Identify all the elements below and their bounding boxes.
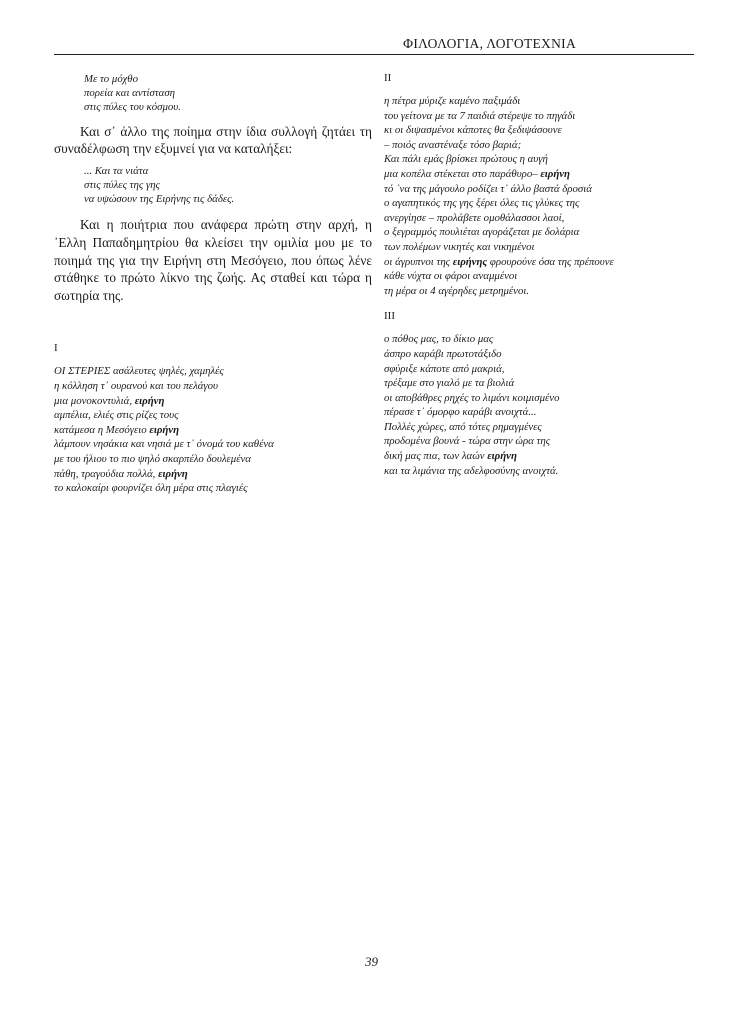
line-text: και τα λιμάνια της αδελφοσύνης ανοιχτά. bbox=[384, 464, 559, 477]
poem-line bbox=[384, 362, 702, 377]
line-text: η κόλληση τ᾽ ουρανού και του πελάγου bbox=[54, 379, 219, 392]
poem-line bbox=[54, 408, 372, 423]
line-text: λάμπουν νησάκια και νησιά με τ᾽ όνομά του καθένα bbox=[54, 438, 274, 451]
emphasis-word: ειρήνη bbox=[134, 394, 165, 407]
line-text: ο αγαπητικός της γης ξέρει όλες τις γλύκες της bbox=[384, 197, 580, 210]
poem-line bbox=[384, 376, 702, 391]
poem-line bbox=[384, 420, 702, 435]
line-text: Πολλές χώρες, από τότες ρημαγμένες bbox=[384, 420, 542, 433]
line-text: μια μονοκοντυλιά, bbox=[54, 394, 135, 407]
emphasis-word: ειρήνη bbox=[149, 423, 180, 436]
line-text: προδομένα βουνά - τώρα στην ώρα της bbox=[384, 435, 551, 448]
left-column bbox=[54, 72, 372, 496]
line-text: ο πόθος μας, το δίκιο μας bbox=[384, 333, 494, 346]
line-text: ανεργίησε – προλάβετε ομοθάλασσοι λαοί, bbox=[384, 211, 565, 224]
header-title: ΦΙΛΟΛΟΓΙΑ, ΛΟΓΟΤΕΧΝΙΑ bbox=[403, 36, 576, 51]
poem-line bbox=[384, 405, 702, 420]
poem-line bbox=[384, 182, 702, 197]
quote-line: στις πύλες της γης bbox=[84, 179, 160, 191]
line-text: – ποιός αναστέναξε τόσο βαριά; bbox=[384, 138, 522, 151]
section-number: III bbox=[384, 310, 395, 323]
quote-1 bbox=[84, 72, 372, 115]
poem-section-3 bbox=[384, 310, 702, 478]
poem-line bbox=[384, 123, 702, 138]
poem-line bbox=[54, 467, 372, 482]
poem-line bbox=[54, 452, 372, 467]
poem-line bbox=[384, 211, 702, 226]
poem-line bbox=[54, 379, 372, 394]
quote-line: Με το μόχθο bbox=[84, 73, 138, 85]
poem-line bbox=[54, 423, 372, 438]
poem-line bbox=[54, 394, 372, 409]
poem-lines bbox=[384, 94, 702, 298]
line-text: τό ᾽να της μάγουλο ροδίζει τ᾽ άλλο βαστά δροσιά bbox=[384, 182, 592, 195]
line-text: οι άγρυπνοι της bbox=[384, 255, 453, 268]
paragraph-1: Και σ᾽ άλλο της ποίημα στην ίδια συλλογή ζητάει τη συναδέλφωση την εξυμνεί για να καταλήξει: bbox=[54, 123, 372, 157]
poem-line bbox=[384, 464, 702, 479]
line-text: τη μέρα οι 4 αγέρηδες μετρημένοι. bbox=[384, 284, 530, 297]
line-text: δική μας πια, των λαών bbox=[384, 450, 488, 463]
line-text: Και πάλι εμάς βρίσκει πρώτους η αυγή bbox=[384, 153, 548, 166]
poem-line bbox=[54, 364, 372, 379]
poem-line bbox=[384, 332, 702, 347]
line-text: των πολέμων νικητές και νικημένοι bbox=[384, 240, 535, 253]
running-header bbox=[54, 36, 694, 55]
poem-line bbox=[384, 269, 702, 284]
poem-line bbox=[384, 347, 702, 362]
line-text: σφύριξε κάποτε από μακριά, bbox=[384, 362, 505, 375]
line-text: κι οι διψασμένοι κάποτες θα ξεδιψάσουνε bbox=[384, 124, 562, 137]
poem-line bbox=[384, 167, 702, 182]
quote-line: ... Και τα νιάτα bbox=[84, 164, 149, 177]
poem-line bbox=[384, 284, 702, 299]
poem-line bbox=[54, 481, 372, 496]
poem-line bbox=[384, 449, 702, 464]
line-text: του γείτονα με τα 7 παιδιά στέρεψε το πηγάδι bbox=[384, 109, 576, 122]
line-text: το καλοκαίρι φουρνίζει όλη μέρα στις πλαγιές bbox=[54, 482, 248, 495]
line-text: τρέξαμε στο γιαλό με τα βιολιά bbox=[384, 377, 515, 390]
line-text: ο ξεγραμμός πουλιέται αγοράζεται με δολάρια bbox=[384, 226, 580, 239]
poem-line bbox=[384, 240, 702, 255]
poem-line bbox=[384, 196, 702, 211]
line-text: πάθη, τραγούδια πολλά, bbox=[54, 467, 159, 480]
section-number: II bbox=[384, 72, 392, 84]
line-text: αμπέλια, ελιές στις ρίζες τους bbox=[54, 409, 179, 422]
poem-line bbox=[384, 391, 702, 406]
poem-line bbox=[384, 152, 702, 167]
line-text: με του ήλιου το πιο ψηλό σκαρπέλο δουλεμένα bbox=[54, 452, 251, 465]
emphasis-word: ειρήνη bbox=[540, 167, 570, 180]
line-text: άσπρο καράβι πρωτοτάξιδο bbox=[384, 347, 502, 360]
poem-lines bbox=[54, 364, 372, 495]
paragraph-2: Και η ποιήτρια που ανάφερα πρώτη στην αρχή, η ᾽Ελλη Παπαδημητρίου θα κλείσει την ομιλία μου με το ποιημά της για την Ειρήνη στη Μεσόγειο, που όπως λένε στάθηκε το πρώτο λίκνο της ζωής. Ας σταθεί και τώρα η σωτηρία της. bbox=[54, 217, 372, 303]
line-text: οι αποβάθρες ρηχές το λιμάνι κοιμισμένο bbox=[384, 391, 560, 404]
poem-line bbox=[384, 255, 702, 270]
emphasis-word: ειρήνη bbox=[487, 450, 517, 463]
quote-line: να υψώσουν της Ειρήνης τις δάδες. bbox=[84, 193, 235, 206]
line-text: κατάμεσα η Μεσόγειο bbox=[54, 423, 150, 436]
line-text: η πέτρα μύριζε καμένο παξιμάδι bbox=[384, 95, 521, 107]
poem-line bbox=[54, 437, 372, 452]
quote-line: στις πύλες του κόσμου. bbox=[84, 101, 181, 114]
line-text: μια κοπέλα στέκεται στο παράθυρο– bbox=[384, 167, 541, 180]
poem-section-2 bbox=[384, 72, 702, 298]
poem-lines bbox=[384, 332, 702, 478]
quote-2 bbox=[84, 164, 372, 207]
right-column bbox=[384, 72, 702, 478]
section-number: I bbox=[54, 342, 58, 355]
poem-line bbox=[384, 434, 702, 449]
quote-line: πορεία και αντίσταση bbox=[84, 87, 176, 100]
line-text: φρουρούνε όσα της πρέπουνε bbox=[487, 255, 614, 268]
poem-line bbox=[384, 225, 702, 240]
poem-section-1 bbox=[54, 342, 372, 495]
poem-line bbox=[384, 94, 702, 109]
line-text: πέρασε τ᾽ όμορφο καράβι ανοιχτά... bbox=[384, 406, 537, 419]
line-text: κάθε νύχτα οι φάροι αναμμένοι bbox=[384, 270, 518, 283]
page-number: 39 bbox=[365, 954, 378, 969]
poem-line bbox=[384, 138, 702, 153]
emphasis-word: ειρήνη bbox=[158, 467, 188, 480]
poem-line bbox=[384, 109, 702, 124]
emphasis-word: ειρήνης bbox=[452, 255, 488, 268]
line-text: ΟΙ ΣΤΕΡΙΕΣ ασάλευτες ψηλές, χαμηλές bbox=[54, 365, 224, 378]
